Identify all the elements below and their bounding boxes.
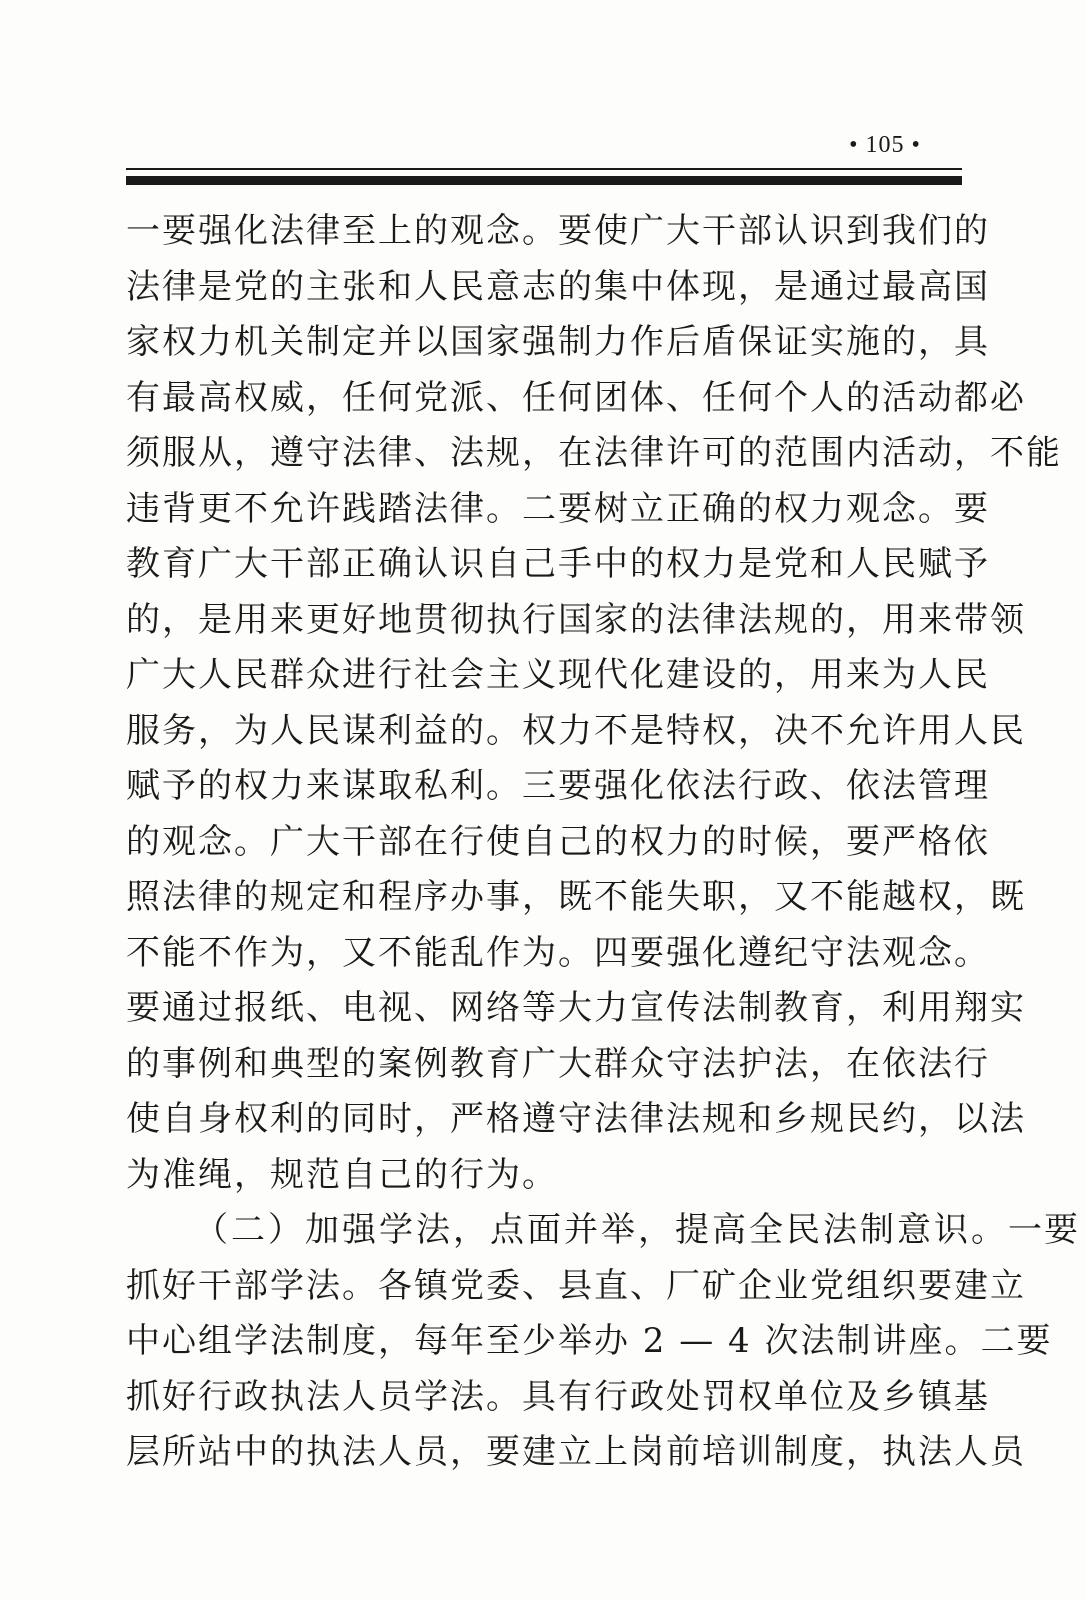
text-line: 有最高权威，任何党派、任何团体、任何个人的活动都必: [126, 377, 1026, 418]
text-line: 服务，为人民谋利益的。权力不是特权，决不允许用人民: [126, 710, 1026, 751]
text-line: 为准绳，规范自己的行为。: [126, 1154, 558, 1195]
text-line: 层所站中的执法人员，要建立上岗前培训制度，执法人员: [126, 1432, 1026, 1472]
text-line: 要通过报纸、电视、网络等大力宣传法制教育，利用翔实: [126, 988, 1026, 1028]
text-line: 的事例和典型的案例教育广大群众守法护法，在依法行: [126, 1043, 990, 1084]
text-line: 中心组学法制度，每年至少举办 2 — 4 次法制讲座。二要: [126, 1321, 1053, 1361]
body-text: [126, 204, 1080, 1481]
section-heading: （二）加强学法，点面并举，提高全民法制意识。: [194, 1210, 1008, 1250]
text-line: 赋予的权力来谋取私利。三要强化依法行政、依法管理: [126, 766, 990, 806]
text-line: 广大人民群众进行社会主义现代化建设的，用来为人民: [126, 655, 990, 695]
text-line: 使自身权利的同时，严格遵守法律法规和乡规民约，以法: [126, 1099, 1026, 1139]
text-line: 抓好行政执法人员学法。具有行政处罚权单位及乡镇基: [126, 1376, 990, 1417]
text-line: 抓好干部学法。各镇党委、县直、厂矿企业党组织要建立: [126, 1265, 1026, 1306]
text-line: 家权力机关制定并以国家强制力作后盾保证实施的，具: [126, 322, 990, 362]
page-number: • 105 •: [849, 132, 921, 158]
text-line: 教育广大干部正确认识自己手中的权力是党和人民赋予: [126, 544, 990, 584]
text-fragment: 一要: [1008, 1210, 1080, 1250]
text-line: 照法律的规定和程序办事，既不能失职，又不能越权，既: [126, 877, 1026, 917]
text-line: 的观念。广大干部在行使自己的权力的时候，要严格依: [126, 821, 990, 862]
paragraph-1: [126, 204, 1062, 1203]
header-rule-thick: [126, 176, 962, 185]
text-line: 一要强化法律至上的观念。要使广大干部认识到我们的: [126, 211, 990, 251]
text-line: 法律是党的主张和人民意志的集中体现，是通过最高国: [126, 266, 990, 307]
paragraph-2: [126, 1203, 1080, 1481]
text-line: 违背更不允许践踏法律。二要树立正确的权力观念。要: [126, 488, 990, 529]
text-line: 须服从，遵守法律、法规，在法律许可的范围内活动，不能: [126, 433, 1062, 473]
text-line: 的，是用来更好地贯彻执行国家的法律法规的，用来带领: [126, 599, 1026, 640]
text-line: 不能不作为，又不能乱作为。四要强化遵纪守法观念。: [126, 932, 990, 973]
header-rule-thin: [126, 168, 962, 170]
section-heading-line: [126, 1203, 1080, 1259]
